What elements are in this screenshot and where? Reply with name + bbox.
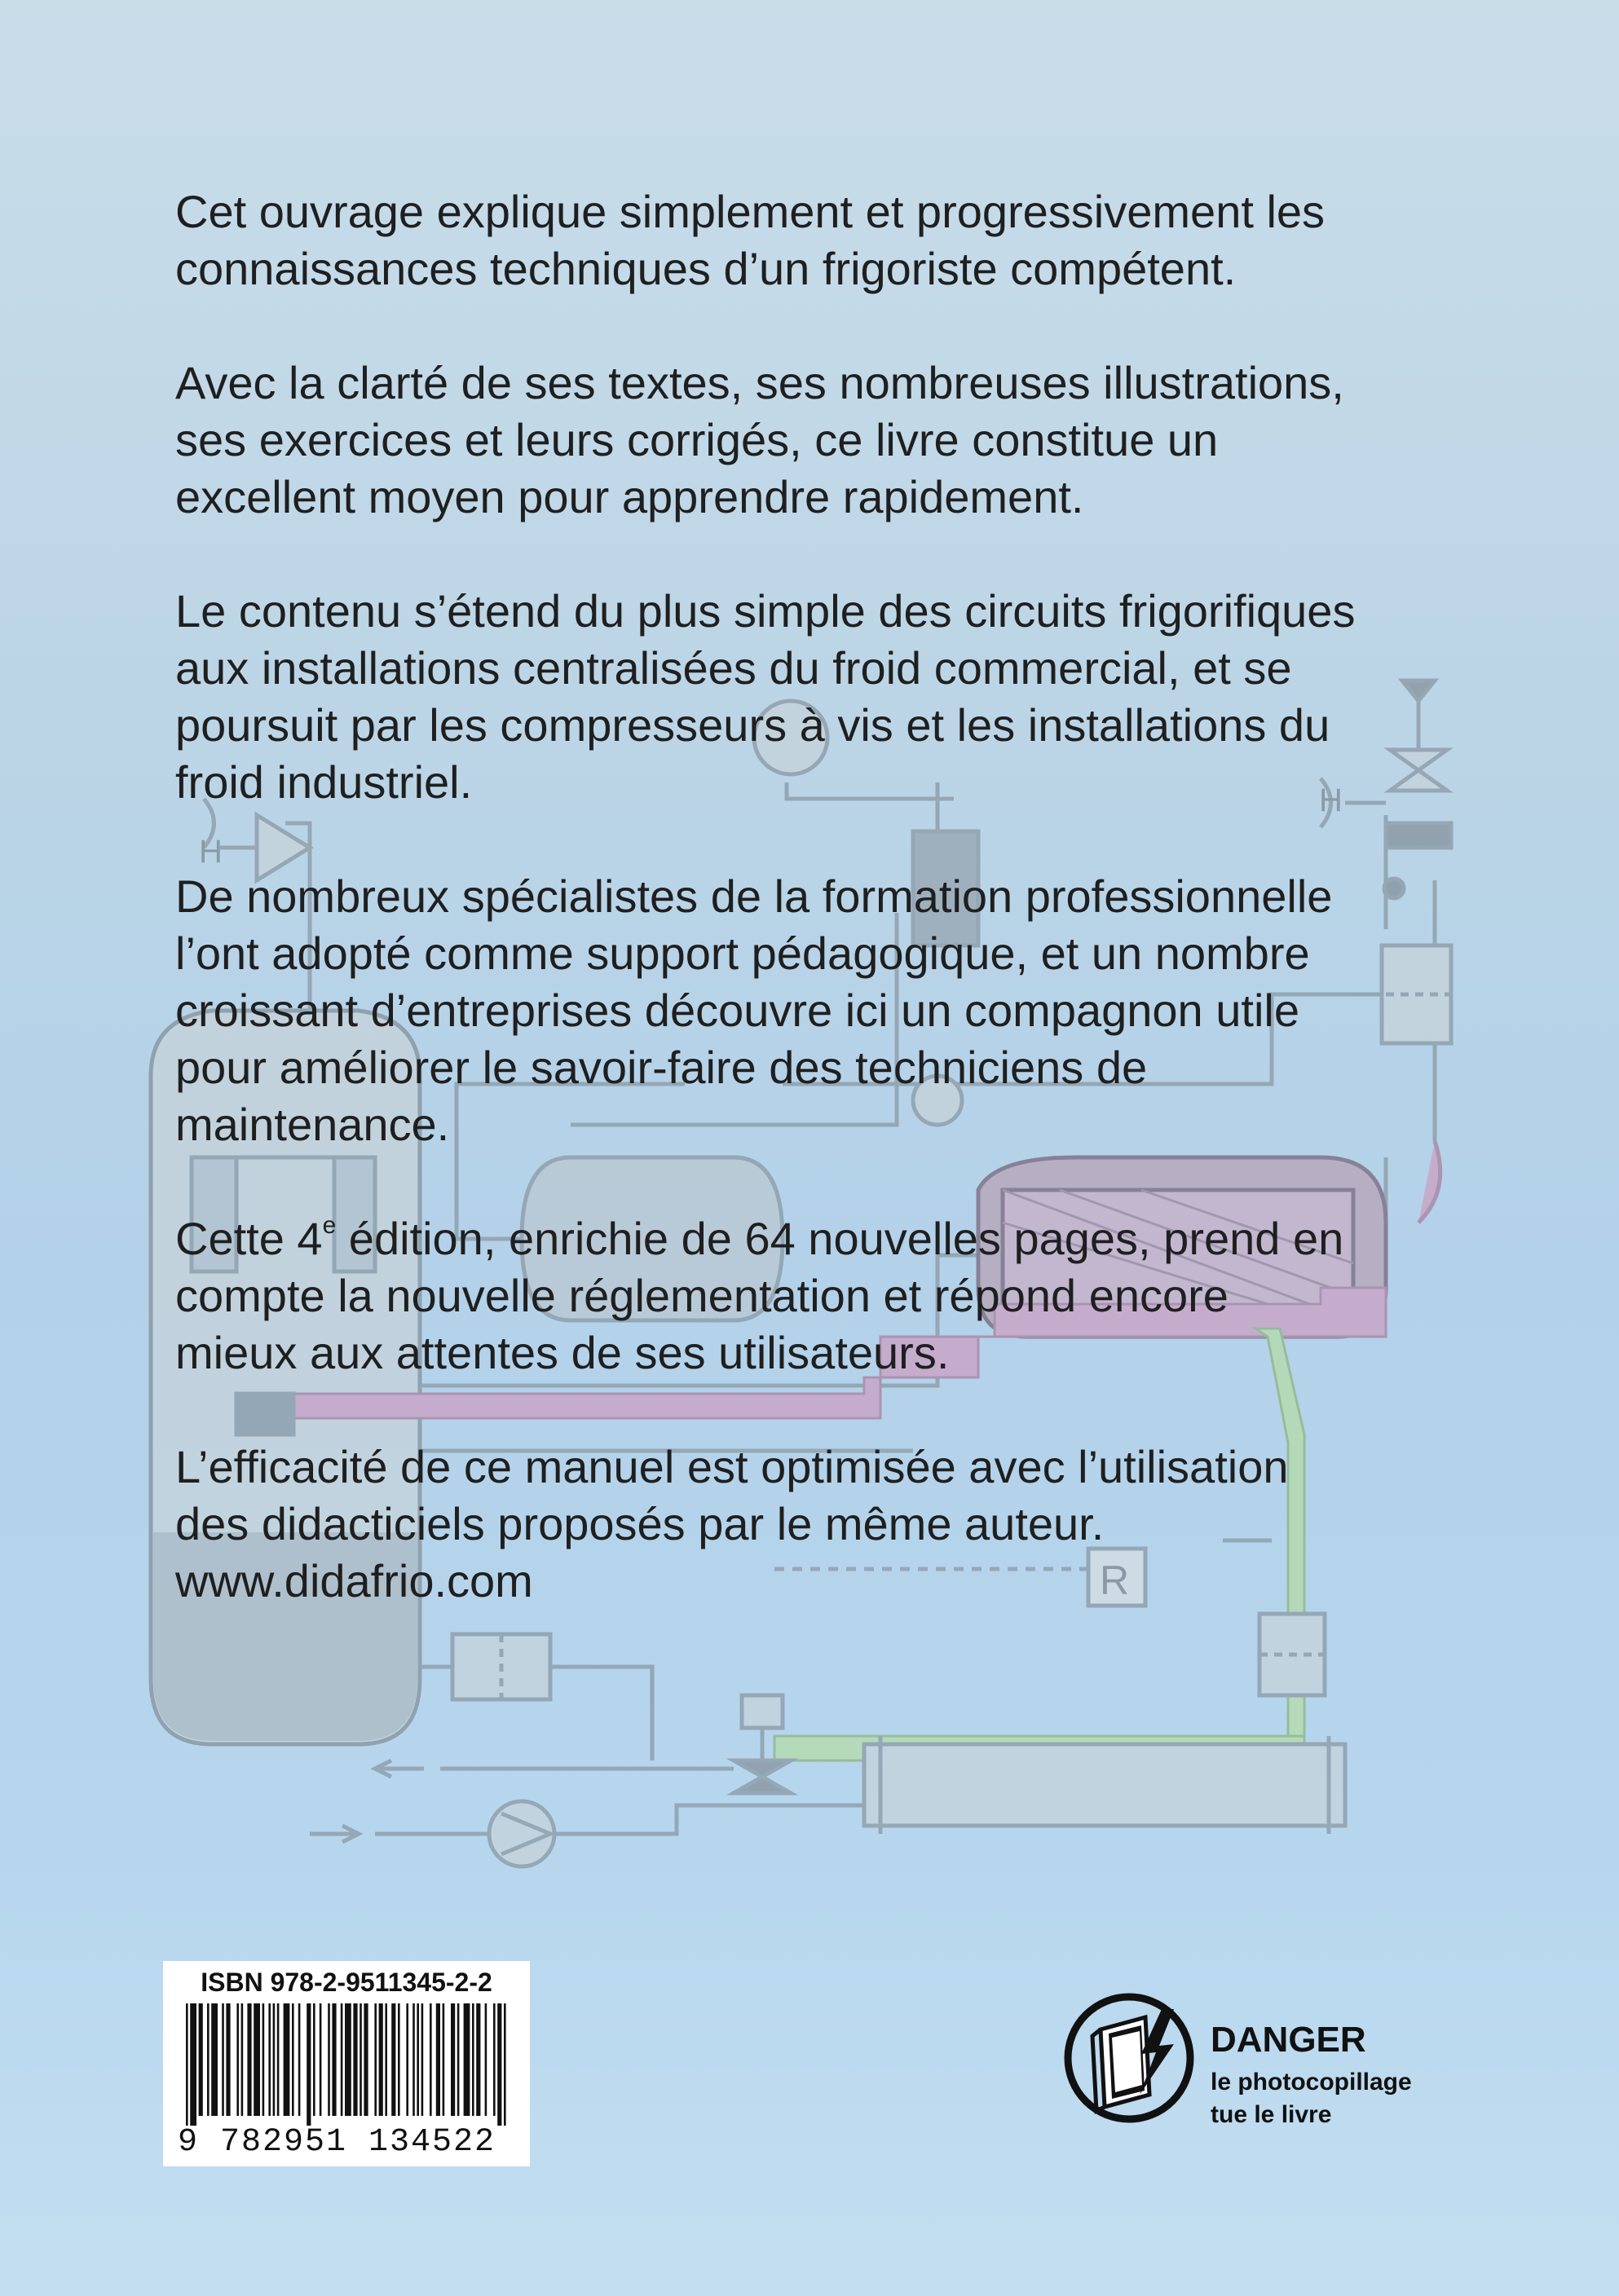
danger-line-1: le photocopillage (1211, 2069, 1412, 2095)
pump (489, 1801, 554, 1866)
barcode-bar (190, 2003, 196, 2126)
barcode-bar (497, 2003, 501, 2126)
barcode-digits: 9 782951 134522 (178, 2124, 496, 2161)
danger-photocopy-logo (1060, 1989, 1207, 2127)
barcode-bar (391, 2003, 395, 2116)
isbn-barcode (163, 1961, 530, 2166)
barcode-bar (493, 2003, 496, 2116)
back-cover-text (175, 183, 1512, 1610)
barcode-bar (476, 2003, 480, 2116)
text-line: aux installations centralisées du froid commercial, et se (175, 642, 1292, 694)
barcode-bar (353, 2003, 357, 2116)
paragraph-6 (175, 1439, 1512, 1610)
r-label: R (1100, 1558, 1130, 1603)
barcode-bar (226, 2003, 230, 2116)
barcode-bar (464, 2003, 470, 2116)
barcode-bar (457, 2003, 460, 2116)
text-line: froid industriel. (175, 756, 473, 808)
barcode-bar (241, 2003, 244, 2116)
barcode-bar (236, 2003, 239, 2116)
text-line: Le contenu s’étend du plus simple des circuits frigorifiques (175, 585, 1356, 637)
barcode-bar (430, 2003, 432, 2116)
text-line: poursuit par les compresseurs à vis et les installations du (175, 699, 1330, 751)
text-line: croissant d’entreprises découvre ici un compagnon utile (175, 985, 1299, 1036)
barcode-bar (222, 2003, 224, 2116)
text-line: Avec la clarté de ses textes, ses nombreuses illustrations, (175, 357, 1344, 408)
h-label-left: H (199, 834, 223, 870)
barcode-bar (207, 2003, 210, 2116)
danger-title: DANGER (1211, 2020, 1366, 2060)
barcode-bar (485, 2003, 487, 2116)
barcode-bar (262, 2003, 265, 2116)
barcode-bar (247, 2003, 251, 2116)
barcode-bar (211, 2003, 218, 2116)
barcode-bar (421, 2003, 424, 2116)
barcode-bar (320, 2003, 322, 2116)
barcode-bar (186, 2003, 188, 2126)
barcode-bar (385, 2003, 387, 2116)
text-line: compte la nouvelle réglementation et répond encore (175, 1270, 1229, 1321)
barcode-bar (199, 2003, 203, 2116)
text-line: maintenance. (175, 1099, 450, 1150)
text-line: excellent moyen pour apprendre rapidement. (175, 471, 1084, 522)
website-link[interactable]: www.didafrio.com (175, 1555, 533, 1606)
barcode-bar (298, 2003, 301, 2116)
paragraph-3 (175, 583, 1512, 811)
paragraph-2 (175, 355, 1512, 526)
barcode-bar (273, 2003, 276, 2116)
barcode-bar (436, 2003, 440, 2116)
text-line: pour améliorer le savoir-faire des techniciens de (175, 1042, 1148, 1093)
text-line: édition, enrichie de 64 nouvelles pages, prend en (336, 1213, 1344, 1264)
text-line: connaissances techniques d’un frigoriste compétent. (175, 243, 1237, 294)
text-line: ses exercices et leurs corrigés, ce livre constitue un (175, 414, 1219, 465)
barcode-bar (332, 2003, 336, 2116)
h-label-right: H (1319, 782, 1343, 818)
paragraph-4 (175, 868, 1512, 1153)
text-line: L’efficacité de ce manuel est optimisée avec l’utilisation (175, 1441, 1289, 1492)
heat-exchanger (864, 1744, 1345, 1826)
barcode-bar (406, 2003, 408, 2116)
text-line: l’ont adopté comme support pédagogique, et un nombre (175, 928, 1310, 979)
barcode-bar (360, 2003, 362, 2116)
barcode-bar (292, 2003, 294, 2116)
barcode-bar (277, 2003, 280, 2116)
barcode-bar (417, 2003, 419, 2116)
barcode-bar (254, 2003, 260, 2116)
text-line: Cet ouvrage explique simplement et progressivement les (175, 186, 1326, 237)
barcode-bars (186, 2003, 507, 2126)
paragraph-1 (175, 183, 1512, 297)
barcode-bar (341, 2003, 343, 2116)
barcode-bar (364, 2003, 368, 2116)
book-icon (1092, 2017, 1149, 2111)
barcode-bar (268, 2003, 271, 2116)
barcode-bar (379, 2003, 383, 2116)
barcode-bar (443, 2003, 445, 2116)
text-line: mieux aux attentes de ses utilisateurs. (175, 1327, 950, 1378)
barcode-bar (307, 2003, 311, 2126)
barcode-bar (345, 2003, 351, 2116)
text-line: des didacticiels proposés par le même auteur. (175, 1498, 1105, 1549)
barcode-bar (412, 2003, 415, 2116)
paragraph-5 (175, 1210, 1512, 1382)
isbn-label: ISBN 978-2-9511345-2-2 (201, 1968, 492, 1997)
barcode-bar (504, 2003, 506, 2126)
barcode-bar (398, 2003, 400, 2116)
danger-line-2: tue le livre (1211, 2101, 1332, 2128)
barcode-bar (284, 2003, 290, 2116)
barcode-bar (328, 2003, 330, 2116)
barcode-bar (451, 2003, 455, 2116)
barcode-bar (313, 2003, 315, 2116)
text-line: De nombreux spécialistes de la formation professionnelle (175, 870, 1333, 922)
superscript: e (322, 1212, 337, 1240)
text-line: Cette 4 (175, 1213, 323, 1264)
barcode-bar (374, 2003, 377, 2116)
barcode-bar (472, 2003, 474, 2116)
